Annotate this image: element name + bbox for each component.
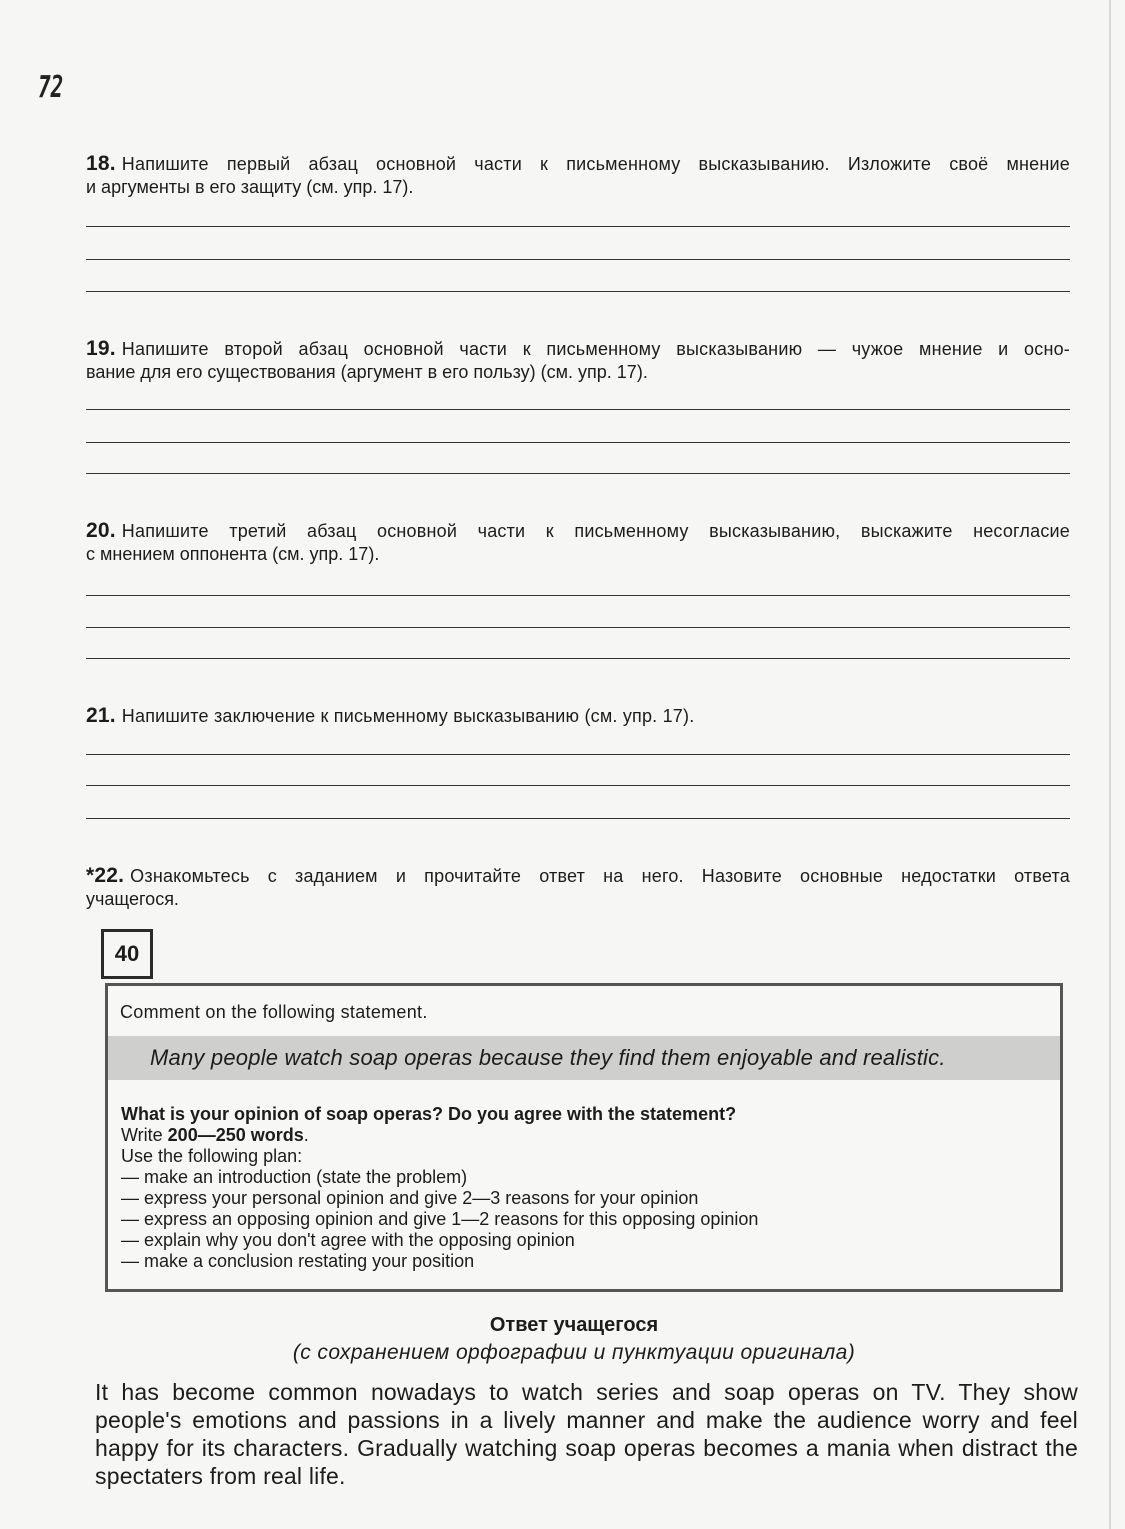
answer-line[interactable]	[86, 259, 1070, 260]
answer-line[interactable]	[86, 442, 1070, 443]
plan-list	[121, 1167, 1041, 1272]
exercise-20	[86, 519, 1070, 565]
page-number: 72	[38, 70, 64, 105]
exercise-18-line-1	[86, 152, 1070, 176]
answer-line[interactable]	[86, 473, 1070, 474]
answer-line[interactable]	[86, 818, 1070, 819]
exercise-19-text: Напишите второй абзац основной части к письменному высказыванию — чужое мнение и осно-	[121, 339, 1070, 359]
task-write	[121, 1125, 1041, 1146]
task-number-badge: 40	[101, 929, 153, 979]
answer-line[interactable]	[86, 595, 1070, 596]
exercise-18-number: 18.	[86, 152, 116, 175]
write-suffix: .	[303, 1125, 309, 1145]
exercise-21	[86, 704, 1070, 728]
plan-item: — express your personal opinion and give 2—3 reasons for your opinion	[121, 1188, 699, 1208]
answer-heading: Ответ учащегося	[489, 1314, 659, 1336]
exercise-20-text: Напишите третий абзац основной части к письменному высказыванию, выскажите несогласие	[121, 521, 1070, 541]
exercise-19-number: 19.	[86, 337, 116, 360]
exercise-19-line-1	[86, 337, 1070, 361]
exercise-21-line-1	[86, 704, 1070, 728]
exercise-18	[86, 152, 1070, 198]
exercise-21-text: Напишите заключение к письменному высказыванию (см. упр. 17).	[121, 706, 695, 726]
exercise-20-line-2: с мнением оппонента (см. упр. 17).	[86, 544, 380, 564]
answer-line[interactable]	[86, 291, 1070, 292]
plan-intro: Use the following plan:	[121, 1146, 303, 1166]
exercise-20-line-1	[86, 519, 1070, 543]
exercise-18-line-2: и аргументы в его защиту (см. упр. 17).	[86, 177, 414, 197]
exercise-21-number: 21.	[86, 704, 116, 727]
task-question: What is your opinion of soap operas? Do you agree with the statement?	[121, 1104, 737, 1124]
answer-line[interactable]	[86, 627, 1070, 628]
write-prefix: Write	[121, 1125, 168, 1145]
exercise-22-line-1	[86, 864, 1070, 888]
task-instructions	[121, 1104, 1041, 1272]
exercise-22-number: *22.	[86, 864, 125, 887]
exercise-22-text: Ознакомьтесь с заданием и прочитайте ответ на него. Назовите основные недостатки ответа	[130, 866, 1070, 886]
page-edge	[1109, 0, 1111, 1529]
plan-item: — express an opposing opinion and give 1—2 reasons for this opposing opinion	[121, 1209, 759, 1229]
task-intro: Comment on the following statement.	[120, 1002, 428, 1022]
plan-item: — make a conclusion restating your position	[121, 1251, 475, 1271]
exercise-19-line-2: вание для его существования (аргумент в его пользу) (см. упр. 17).	[86, 362, 648, 382]
exercise-22-line-2: учащегося.	[86, 889, 179, 909]
plan-item: — make an introduction (state the problem)	[121, 1167, 468, 1187]
exercise-20-number: 20.	[86, 519, 116, 542]
statement-text: Many people watch soap operas because they find them enjoyable and realistic.	[150, 1045, 946, 1070]
answer-line[interactable]	[86, 658, 1070, 659]
answer-line[interactable]	[86, 226, 1070, 227]
answer-line[interactable]	[86, 785, 1070, 786]
answer-line[interactable]	[86, 409, 1070, 410]
answer-subheading: (с сохранением орфографии и пунктуации оригинала)	[292, 1341, 856, 1364]
task-box	[105, 983, 1063, 1292]
exercise-22	[86, 864, 1070, 910]
plan-item: — explain why you don't agree with the opposing opinion	[121, 1230, 575, 1250]
answer-line[interactable]	[86, 754, 1070, 755]
exercise-18-text: Напишите первый абзац основной части к письменному высказыванию. Изложите своё мнение	[121, 154, 1070, 174]
word-count: 200—250 words	[167, 1125, 304, 1145]
statement-band	[108, 1036, 1060, 1080]
exercise-19	[86, 337, 1070, 383]
student-answer-text: It has become common nowadays to watch series and soap operas on TV. They show people's emotions and passions in a lively manner and make the audience worry and feel happy for its characters. Gradually watching soap operas becomes a mania when distract the spectaters from real life.	[95, 1379, 1078, 1489]
